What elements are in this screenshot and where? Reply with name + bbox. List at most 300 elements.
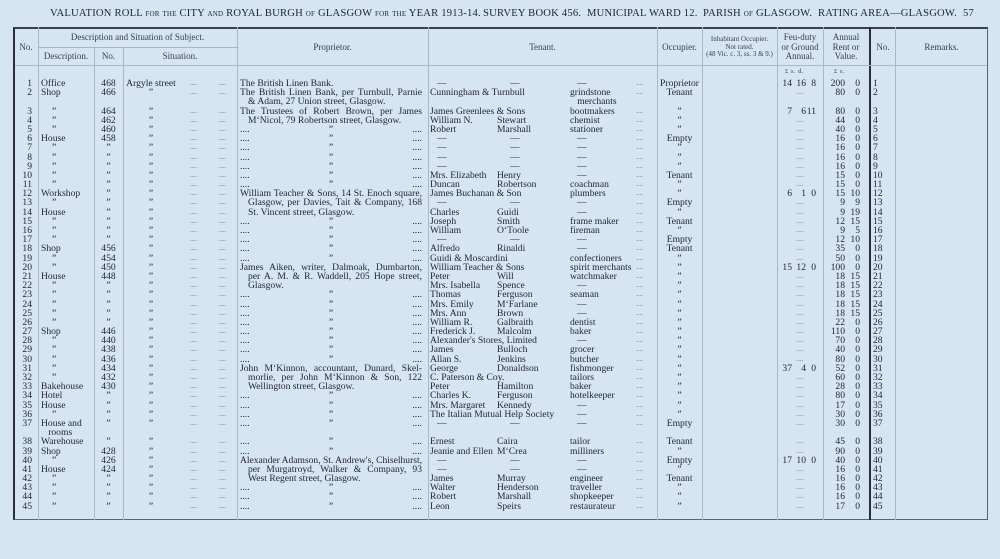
tenant-first-name: William R. — [430, 316, 473, 328]
tenant-surname: M‘Crea — [497, 445, 527, 457]
occupier: Tenant — [666, 473, 693, 485]
leader: .... — [636, 317, 643, 326]
rent-pounds: 15 — [835, 179, 845, 191]
occupier: ” — [677, 270, 682, 282]
street-number: ” — [106, 436, 111, 448]
tenant-first-name: George — [430, 362, 459, 374]
tenant-first-name: Robert — [430, 123, 457, 135]
occupier: ” — [677, 188, 682, 200]
feu-empty: .... — [796, 124, 804, 133]
rent-shillings: 0 — [855, 381, 860, 393]
row-number: 2 — [27, 87, 32, 99]
leader: .... — [636, 299, 643, 308]
header-line: Not rated. — [725, 42, 754, 51]
rent-shillings: 0 — [855, 417, 860, 429]
occupier: Empty — [666, 417, 693, 429]
tenant-first-name: William — [430, 225, 462, 237]
leader: .... — [636, 409, 643, 418]
occupier: ” — [677, 381, 682, 393]
occupier: ” — [677, 280, 682, 292]
tenant-trade: grocer — [570, 344, 595, 356]
leader: .... — [190, 235, 197, 244]
leader: .... — [636, 437, 643, 446]
header-inhabitant-occupier — [702, 36, 777, 59]
feu-empty: .... — [796, 198, 804, 207]
rent-pounds: 18 — [835, 270, 845, 282]
situation: Argyle street — [126, 78, 176, 89]
tenant-trade: fishmonger — [570, 362, 614, 374]
feu-empty: .... — [796, 152, 804, 161]
feu-empty: .... — [796, 216, 804, 225]
situation: ” — [148, 417, 154, 429]
proprietor-line: .... ” .... — [240, 307, 422, 319]
tenant-surname: — — [510, 133, 520, 145]
description: ” — [52, 335, 57, 347]
leader: .... — [219, 134, 226, 143]
occupier: ” — [677, 261, 682, 273]
rent-pounds: 9 — [840, 225, 845, 237]
table-row — [0, 419, 1000, 437]
tenant-surname: Robertson — [497, 179, 537, 191]
header-number: No. — [101, 51, 116, 61]
row-number-right: 15 — [873, 215, 883, 227]
situation: ” — [148, 225, 154, 237]
tenant-surname: Rinaldi — [497, 243, 526, 255]
occupier: ” — [677, 399, 682, 411]
street-number: ” — [106, 298, 111, 310]
situation: ” — [148, 381, 154, 393]
description: Workshop — [41, 188, 81, 200]
rent-shillings: 0 — [855, 390, 860, 402]
rent-pounds: 35 — [835, 243, 845, 255]
feu-empty: .... — [796, 327, 804, 336]
row-number: 33 — [22, 381, 32, 393]
street-number: 432 — [101, 372, 116, 384]
leader: .... — [636, 152, 643, 161]
occupier: ” — [677, 463, 682, 475]
tenant-trade: — — [577, 280, 587, 292]
leader: .... — [219, 198, 226, 207]
street-number: 440 — [101, 335, 116, 347]
tenant-trade: engineer — [570, 473, 604, 485]
leader: .... — [190, 290, 197, 299]
rent-shillings: 0 — [855, 372, 860, 384]
header-rule — [15, 65, 987, 66]
leader: .... — [636, 115, 643, 124]
tenant-first-name: — — [437, 142, 447, 154]
occupier: ” — [677, 225, 682, 237]
row-number-right: 40 — [873, 454, 883, 466]
tenant-trade: watchmaker — [570, 270, 617, 282]
tenant-surname: Bulloch — [497, 344, 528, 356]
tenant-first-name: Charles — [430, 206, 460, 218]
street-number: 468 — [101, 78, 116, 89]
feu-empty: .... — [796, 134, 804, 143]
leader: .... — [219, 106, 226, 115]
rent-shillings: 0 — [855, 491, 860, 503]
description: ” — [52, 105, 57, 117]
row-number: 37 — [22, 417, 32, 429]
rent-shillings: 0 — [855, 151, 860, 163]
proprietor-line: .... ” .... — [240, 344, 422, 356]
header-line: or Ground — [781, 41, 819, 52]
leader: .... — [219, 391, 226, 400]
feu-empty: .... — [796, 308, 804, 317]
tenant-surname: Will — [497, 270, 514, 282]
situation: ” — [148, 234, 154, 246]
occupier: ” — [677, 491, 682, 503]
situation: ” — [148, 280, 154, 292]
street-number: 428 — [101, 445, 116, 457]
leader: .... — [219, 189, 226, 198]
tenant-surname: Stewart — [497, 114, 527, 126]
header-line: Annual. — [785, 51, 815, 61]
rent-shillings: 0 — [855, 179, 860, 191]
row-number: 16 — [22, 225, 32, 237]
feu-empty: .... — [796, 235, 804, 244]
leader: .... — [636, 189, 643, 198]
proprietor-line: Glasgow. — [248, 280, 284, 292]
situation: ” — [148, 243, 154, 255]
tenant-first-name: Thomas — [430, 289, 461, 301]
situation: ” — [148, 179, 154, 191]
feu-empty: .... — [796, 437, 804, 446]
tenant-trade: fireman — [570, 225, 600, 237]
tenant-trade: coachman — [570, 179, 609, 191]
rent-pounds: 16 — [835, 133, 845, 145]
tenant-surname: — — [510, 160, 520, 172]
rent-pounds: 80 — [835, 353, 845, 365]
leader: .... — [190, 317, 197, 326]
header-line: Rent or — [832, 41, 860, 52]
leader: .... — [190, 207, 197, 216]
leader: .... — [190, 115, 197, 124]
street-number: ” — [106, 307, 111, 319]
description: ” — [52, 114, 57, 126]
header-description-group: Description and Situation of Subject. — [70, 32, 205, 42]
tenant-trade: — — [577, 160, 587, 172]
proprietor-line: .... ” .... — [240, 123, 422, 135]
feu-empty: .... — [796, 180, 804, 189]
leader: .... — [190, 253, 197, 262]
feu-pence: 0 — [811, 454, 816, 466]
row-number-right: 21 — [873, 270, 883, 282]
leader: .... — [219, 216, 226, 225]
description: ” — [52, 234, 57, 246]
row-number: 40 — [22, 454, 32, 466]
leader: .... — [636, 464, 643, 473]
street-number: ” — [106, 399, 111, 411]
leader: .... — [219, 161, 226, 170]
tenant-trade: hotelkeeper — [570, 390, 615, 402]
tenant-trade: tailor — [570, 436, 591, 448]
occupier: ” — [677, 353, 682, 365]
tenant-first-name: — — [437, 463, 447, 475]
rent-shillings: 0 — [855, 316, 860, 328]
occupier: Tenant — [666, 215, 693, 227]
tenant-surname: — — [510, 454, 520, 466]
tenant-surname: Murray — [497, 473, 526, 485]
roll-title: VALUATION ROLL for the CITY and ROYAL BURGH of GLASGOW for the YEAR 1913-14. — [50, 8, 481, 19]
rent-pounds: 200 — [830, 78, 845, 89]
street-number: ” — [106, 197, 111, 209]
leader: .... — [219, 501, 226, 510]
rent-shillings: 10 — [850, 234, 860, 246]
rent-shillings: 0 — [855, 169, 860, 181]
feu-empty: .... — [796, 382, 804, 391]
leader: .... — [190, 79, 197, 87]
tenant-surname: O‘Toole — [497, 225, 529, 237]
leader: .... — [636, 354, 643, 363]
row-number-right: 23 — [873, 289, 883, 301]
proprietor-line: morlie, per John M‘Kinnon & Son, 122 — [248, 372, 422, 384]
situation: ” — [148, 436, 154, 448]
leader: .... — [636, 88, 643, 97]
leader: .... — [636, 271, 643, 280]
tenant-trade: — — [577, 298, 587, 310]
leader: .... — [219, 474, 226, 483]
tenant-trade: — — [577, 243, 587, 255]
situation: ” — [148, 316, 154, 328]
rent-shillings: 0 — [855, 436, 860, 448]
description: House — [41, 206, 66, 218]
rent-shillings: 15 — [850, 215, 860, 227]
leader: .... — [190, 418, 197, 427]
proprietor-line: John M‘Kinnon, accountant, Dunard, Skel- — [240, 362, 422, 374]
street-number: 448 — [101, 270, 116, 282]
situation: ” — [148, 215, 154, 227]
row-number: 21 — [22, 270, 32, 282]
proprietor-line: James Aiken, writer, Dalmoak, Dumbarton, — [240, 261, 422, 273]
street-number: 430 — [101, 381, 116, 393]
row-number: 26 — [22, 316, 32, 328]
description: ” — [52, 362, 57, 374]
street-number: ” — [106, 289, 111, 301]
leader: .... — [190, 336, 197, 345]
situation: ” — [148, 169, 154, 181]
leader: .... — [636, 474, 643, 483]
row-number: 14 — [22, 206, 32, 218]
street-number: 446 — [101, 326, 116, 338]
tenant-trade: — — [577, 417, 587, 429]
leader: .... — [636, 501, 643, 510]
leader: .... — [219, 437, 226, 446]
tenant-trade: — — [577, 133, 587, 145]
header-feu-duty — [777, 33, 823, 62]
rent-pounds: 28 — [835, 381, 845, 393]
leader: .... — [636, 226, 643, 235]
tenant-surname: Spence — [497, 280, 525, 292]
leader: .... — [219, 281, 226, 290]
street-number: ” — [106, 417, 111, 429]
rent-shillings: 0 — [855, 261, 860, 273]
rent-pounds: 80 — [835, 390, 845, 402]
tenant-first-name: Robert — [430, 491, 457, 503]
rent-pounds: 16 — [835, 473, 845, 485]
description: ” — [52, 215, 57, 227]
leader: .... — [219, 115, 226, 124]
tenant-surname: Brown — [497, 307, 524, 319]
leader: .... — [219, 492, 226, 501]
situation: ” — [148, 160, 154, 172]
leader: .... — [190, 299, 197, 308]
row-number-right: 6 — [873, 133, 878, 145]
leader: .... — [190, 446, 197, 455]
row-number: 43 — [22, 482, 32, 494]
row-number: 41 — [22, 463, 32, 475]
situation: ” — [148, 133, 154, 145]
leader: .... — [219, 446, 226, 455]
rent-shillings: 0 — [855, 353, 860, 365]
leader: .... — [219, 124, 226, 133]
tenant-trade: baker — [570, 381, 592, 393]
tenant-first-name: — — [437, 78, 447, 89]
proprietor-line: .... ” .... — [240, 390, 422, 402]
tenant-trade: dentist — [570, 316, 596, 328]
rent-shillings: 0 — [855, 160, 860, 172]
row-number: 6 — [27, 133, 32, 145]
leader: .... — [190, 189, 197, 198]
situation: ” — [148, 408, 154, 420]
rent-shillings: 0 — [855, 252, 860, 264]
proprietor-line: .... ” .... — [240, 169, 422, 181]
occupier: Empty — [666, 197, 693, 209]
leader: .... — [219, 152, 226, 161]
situation: ” — [148, 270, 154, 282]
rent-pounds: 80 — [835, 87, 845, 99]
tenant-first-name: William Teacher & Sons — [430, 261, 525, 273]
description: ” — [52, 225, 57, 237]
leader: .... — [636, 244, 643, 253]
feu-shillings: 1 — [801, 188, 806, 200]
street-number: ” — [106, 215, 111, 227]
tenant-trade: spirit merchants — [570, 261, 632, 273]
rent-pounds: 12 — [835, 215, 845, 227]
row-number-right: 45 — [873, 500, 883, 512]
situation: ” — [148, 188, 154, 200]
leader: .... — [636, 418, 643, 427]
feu-shillings: 12 — [796, 261, 806, 273]
tenant-first-name: Mrs. Margaret — [430, 399, 486, 411]
leader: .... — [636, 290, 643, 299]
situation: ” — [148, 362, 154, 374]
tenant-surname: Marshall — [497, 491, 532, 503]
tenant-surname: Henry — [497, 169, 521, 181]
leader: .... — [190, 143, 197, 152]
situation: ” — [148, 307, 154, 319]
tenant-first-name: Mrs. Ann — [430, 307, 467, 319]
tenant-first-name: C. Paterson & Coy. — [430, 372, 505, 384]
street-number: ” — [106, 390, 111, 402]
leader: .... — [636, 106, 643, 115]
row-number-right: 27 — [873, 326, 883, 338]
feu-empty: .... — [796, 492, 804, 501]
leader: .... — [190, 474, 197, 483]
street-number: 450 — [101, 261, 116, 273]
street-number: ” — [106, 473, 111, 485]
row-number: 27 — [22, 326, 32, 338]
tenant-surname: — — [510, 78, 520, 89]
tenant-first-name: — — [437, 133, 447, 145]
occupier: ” — [677, 123, 682, 135]
feu-shillings: 4 — [801, 362, 806, 374]
table-row — [0, 88, 1000, 106]
description: ” — [52, 491, 57, 503]
header-line: Inhabitant Occupier. — [710, 35, 769, 43]
header-occupier: Occupier. — [662, 42, 697, 52]
tenant-first-name: James — [430, 473, 454, 485]
rent-shillings: 19 — [850, 206, 860, 218]
street-number: 434 — [101, 362, 116, 374]
feu-shillings: 6 — [801, 105, 806, 117]
tenant-surname: Galbraith — [497, 316, 534, 328]
leader: .... — [636, 363, 643, 372]
leader: .... — [219, 345, 226, 354]
feu-shillings: 16 — [796, 78, 806, 89]
leader: .... — [190, 391, 197, 400]
proprietor-line: Glasgow, per Davies, Tait & Company, 168 — [248, 197, 422, 209]
description: ” — [52, 353, 57, 365]
rent-pounds: 18 — [835, 280, 845, 292]
situation: ” — [148, 114, 154, 126]
occupier: ” — [677, 289, 682, 301]
rent-shillings: 15 — [850, 298, 860, 310]
leader: .... — [190, 106, 197, 115]
leader: .... — [190, 152, 197, 161]
street-number: 460 — [101, 123, 116, 135]
feu-pence: 0 — [811, 188, 816, 200]
proprietor-line: .... ” .... — [240, 225, 422, 237]
feu-empty: .... — [796, 253, 804, 262]
leader: .... — [636, 373, 643, 382]
situation: ” — [148, 463, 154, 475]
leader: .... — [636, 207, 643, 216]
description: ” — [52, 473, 57, 485]
occupier: ” — [677, 298, 682, 310]
situation: ” — [148, 105, 154, 117]
description: ” — [52, 160, 57, 172]
feu-empty: .... — [796, 88, 804, 97]
rent-pounds: 70 — [835, 335, 845, 347]
rent-shillings: 0 — [855, 78, 860, 89]
rent-shillings: 15 — [850, 280, 860, 292]
feu-empty: .... — [796, 400, 804, 409]
leader: .... — [636, 336, 643, 345]
feu-empty: .... — [796, 290, 804, 299]
rent-shillings: 0 — [855, 463, 860, 475]
description: ” — [52, 142, 57, 154]
situation: ” — [148, 335, 154, 347]
proprietor-line: .... ” .... — [240, 491, 422, 503]
leader: .... — [190, 170, 197, 179]
description: ” — [52, 280, 57, 292]
leader: .... — [219, 483, 226, 492]
rent-pounds: 40 — [835, 454, 845, 466]
row-number: 10 — [22, 169, 32, 181]
occupier: ” — [677, 390, 682, 402]
rent-pounds: 60 — [835, 372, 845, 384]
situation: ” — [148, 399, 154, 411]
tenant-first-name: Duncan — [430, 179, 460, 191]
leader: .... — [636, 345, 643, 354]
situation: ” — [148, 344, 154, 356]
tenant-first-name: Mrs. Isabella — [430, 280, 481, 292]
leader: .... — [219, 244, 226, 253]
occupier: ” — [677, 307, 682, 319]
rent-pounds: 16 — [835, 463, 845, 475]
proprietor-line: The Trustees of Robert Brown, per James — [240, 105, 422, 117]
row-number-right: 38 — [873, 436, 883, 448]
